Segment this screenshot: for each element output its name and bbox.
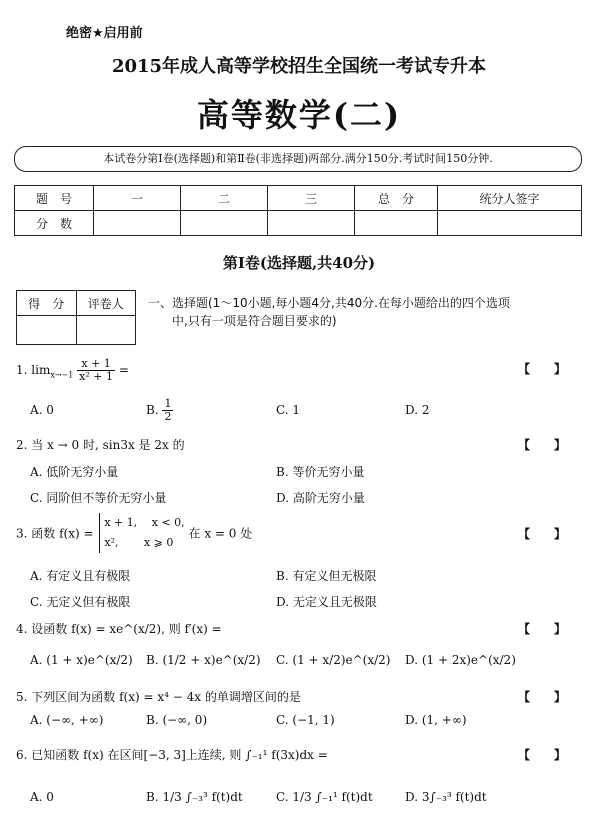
- option-c[interactable]: C. 1: [276, 403, 301, 417]
- score-cell: 统分人签字: [438, 186, 582, 211]
- option-a[interactable]: A. 0: [30, 403, 54, 417]
- section-instructions: 一、选择题(1～10小题,每小题4分,共40分.在每小题给出的四个选项 中,只有一项是符合题目要求的): [148, 296, 510, 328]
- score-cell-blank[interactable]: [268, 211, 355, 236]
- option-c[interactable]: C. 1/3 ∫₋₁¹ f(t)dt: [276, 790, 373, 804]
- exam-notice: 本试卷分第Ⅰ卷(选择题)和第Ⅱ卷(非选择题)两部分.满分150分.考试时间150分钟.: [14, 146, 582, 172]
- question-4: 4. 设函数 f(x) = xe^(x/2), 则 f′(x) =: [16, 622, 222, 636]
- option-c[interactable]: C. 无定义但有极限: [30, 595, 131, 609]
- score-table: [14, 185, 582, 236]
- question-3: 3. 函数 f(x) = x + 1, x < 0, x², x ⩾ 0 在 x = 0 处: [16, 513, 252, 553]
- option-a[interactable]: A. (1 + x)e^(x/2): [30, 653, 133, 667]
- score-cell: 总 分: [355, 186, 438, 211]
- option-c[interactable]: C. 同阶但不等价无穷小量: [30, 491, 167, 505]
- option-b[interactable]: B. 有定义但无极限: [276, 569, 377, 583]
- answer-bracket[interactable]: 【 】: [518, 622, 567, 636]
- question-5: 5. 下列区间为函数 f(x) = x⁴ − 4x 的单调增区间的是: [16, 690, 301, 704]
- score-cell: 二: [181, 186, 268, 211]
- option-a[interactable]: A. 有定义且有极限: [30, 569, 131, 583]
- option-b[interactable]: B. $\frac{1}{2}$: [146, 397, 172, 423]
- subject-title: 高等数学(二): [196, 96, 402, 134]
- option-d[interactable]: D. (1, +∞): [405, 713, 467, 727]
- piecewise-cases: x + 1, x < 0, x², x ⩾ 0: [99, 513, 184, 553]
- grader-cell: 得 分: [17, 291, 77, 316]
- option-d[interactable]: D. 高阶无穷小量: [276, 491, 365, 505]
- grader-cell-blank[interactable]: [17, 316, 77, 345]
- confidential-label: 绝密★启用前: [66, 26, 143, 41]
- option-d[interactable]: D. 无定义且无极限: [276, 595, 377, 609]
- score-table-score-row: [15, 211, 582, 236]
- score-table-header-row: [15, 186, 582, 211]
- grader-cell: 评卷人: [76, 291, 136, 316]
- score-cell: 三: [268, 186, 355, 211]
- option-a[interactable]: A. (−∞, +∞): [30, 713, 104, 727]
- option-d[interactable]: D. 3∫₋₃³ f(t)dt: [405, 790, 487, 804]
- option-a[interactable]: A. 低阶无穷小量: [30, 465, 119, 479]
- question-2: 2. 当 x → 0 时, sin3x 是 2x 的: [16, 438, 185, 452]
- option-d[interactable]: D. (1 + 2x)e^(x/2): [405, 653, 516, 667]
- option-d[interactable]: D. 2: [405, 403, 430, 417]
- question-6: 6. 已知函数 f(x) 在区间[−3, 3]上连续, 则 ∫₋₁¹ f(3x)dx =: [16, 748, 328, 762]
- answer-bracket[interactable]: 【 】: [518, 527, 567, 541]
- exam-title: 2015年成人高等学校招生全国统一考试专升本: [111, 56, 487, 77]
- answer-bracket[interactable]: 【 】: [518, 362, 567, 376]
- score-cell: 题 号: [15, 186, 94, 211]
- option-b[interactable]: B. (−∞, 0): [146, 713, 208, 727]
- score-cell-blank[interactable]: [355, 211, 438, 236]
- fraction: $\frac{x + 1}{\text{x² + 1}}$: [79, 357, 113, 383]
- answer-bracket[interactable]: 【 】: [518, 748, 567, 762]
- answer-bracket[interactable]: 【 】: [518, 438, 567, 452]
- part1-title: 第Ⅰ卷(选择题,共40分): [222, 254, 376, 272]
- option-a[interactable]: A. 0: [30, 790, 54, 804]
- score-cell: 分 数: [15, 211, 94, 236]
- question-1: 1. $\lim_{x\to-1}$ $\frac{x + 1}{\text{x² + 1}}$ =: [16, 357, 129, 383]
- option-c[interactable]: C. (1 + x/2)e^(x/2): [276, 653, 391, 667]
- score-cell: 一: [94, 186, 181, 211]
- option-c[interactable]: C. (−1, 1): [276, 713, 335, 727]
- grader-cell-blank[interactable]: [76, 316, 136, 345]
- option-b[interactable]: B. 1/3 ∫₋₃³ f(t)dt: [146, 790, 243, 804]
- score-cell-blank[interactable]: [94, 211, 181, 236]
- option-b[interactable]: B. 等价无穷小量: [276, 465, 365, 479]
- score-cell-blank[interactable]: [181, 211, 268, 236]
- option-b[interactable]: B. (1/2 + x)e^(x/2): [146, 653, 261, 667]
- answer-bracket[interactable]: 【 】: [518, 690, 567, 704]
- score-cell-blank[interactable]: [438, 211, 582, 236]
- grader-table: [16, 290, 136, 345]
